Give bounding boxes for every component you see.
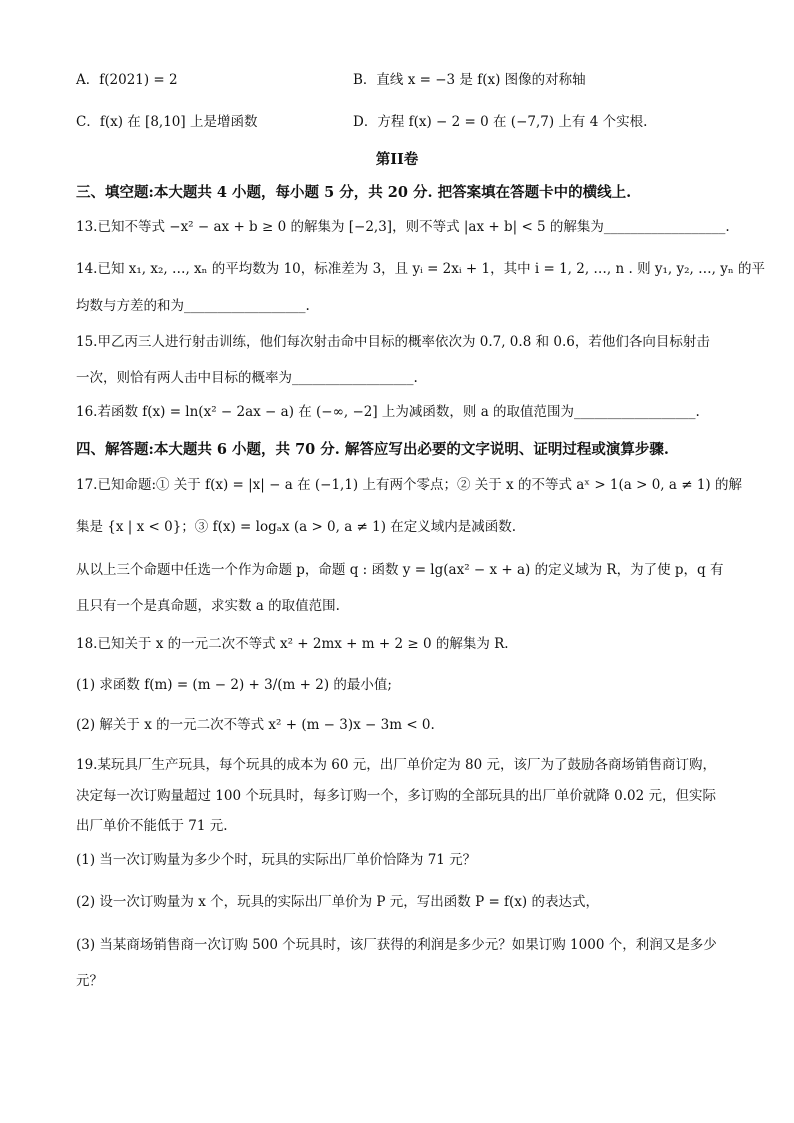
question-15-line2: 一次，则恰有两人击中目标的概率为__________________. [76,370,418,386]
option-b: B．直线 x = −3 是 f(x) 图像的对称轴 [353,72,586,88]
question-16: 16.若函数 f(x) = ln(x² − 2ax − a) 在 (−∞, −2] 上为减函数，则 a 的取值范围为__________________. [76,404,700,420]
part4-heading: 四、解答题:本大题共 6 小题，共 70 分. 解答应写出必要的文字说明、证明过程或演算步骤. [76,441,669,458]
option-c: C．f(x) 在 [8,10] 上是增函数 [76,114,258,130]
question-17-line2: 集是 {x | x < 0}；③ f(x) = logₐx (a > 0, a ≠ 1) 在定义域内是减函数. [76,519,517,535]
section-title: 第II卷 [375,151,419,168]
question-19-part1: (1) 当一次订购量为多少个时，玩具的实际出厂单价恰降为 71 元？ [76,852,477,868]
question-13: 13.已知不等式 −x² − ax + b ≥ 0 的解集为 [−2,3]，则不等式 |ax + b| < 5 的解集为__________________. [76,219,730,235]
question-14-line2: 均数与方差的和为__________________. [76,298,310,314]
option-d: D．方程 f(x) − 2 = 0 在 (−7,7) 上有 4 个实根. [353,114,648,130]
question-17-line1: 17.已知命题:① 关于 f(x) = |x| − a 在 (−1,1) 上有两个零点；② 关于 x 的不等式 aˣ > 1(a > 0, a ≠ 1) 的解 [76,477,742,493]
question-17-line3: 从以上三个命题中任选一个作为命题 p，命题 q : 函数 y = lg(ax² − x + a) 的定义域为 R，为了使 p，q 有 [76,562,724,578]
question-19-line2: 决定每一次订购量超过 100 个玩具时，每多订购一个，多订购的全部玩具的出厂单价就降 0.02 元，但实际 [76,788,716,804]
part3-heading: 三、填空题:本大题共 4 小题，每小题 5 分，共 20 分. 把答案填在答题卡中的横线上. [76,184,632,201]
question-15-line1: 15.甲乙丙三人进行射击训练，他们每次射击命中目标的概率依次为 0.7, 0.8 和 0.6，若他们各向目标射击 [76,334,710,350]
question-19-line1: 19.某玩具厂生产玩具，每个玩具的成本为 60 元，出厂单价定为 80 元，该厂为了鼓励各商场销售商订购， [76,757,716,773]
question-17-line4: 且只有一个是真命题，求实数 a 的取值范围. [76,598,340,614]
question-19-part3-line2: 元？ [76,973,103,989]
question-19-line3: 出厂单价不能低于 71 元. [76,818,228,834]
option-a: A．f(2021) = 2 [76,72,178,88]
question-19-part2: (2) 设一次订购量为 x 个，玩具的实际出厂单价为 P 元，写出函数 P = f(x) 的表达式， [76,894,599,910]
question-18-part2: (2) 解关于 x 的一元二次不等式 x² + (m − 3)x − 3m < 0. [76,717,435,733]
question-18-part1: (1) 求函数 f(m) = (m − 2) + 3/(m + 2) 的最小值; [76,677,392,693]
question-18-line1: 18.已知关于 x 的一元二次不等式 x² + 2mx + m + 2 ≥ 0 的解集为 R. [76,636,509,652]
question-19-part3-line1: (3) 当某商场销售商一次订购 500 个玩具时，该厂获得的利润是多少元？如果订购 1000 个，利润又是多少 [76,937,717,953]
question-14-line1: 14.已知 x₁, x₂, …, xₙ 的平均数为 10，标准差为 3，且 yᵢ = 2xᵢ + 1，其中 i = 1, 2, …, n . 则 y₁, y₂, …, yₙ 的平 [76,261,765,277]
